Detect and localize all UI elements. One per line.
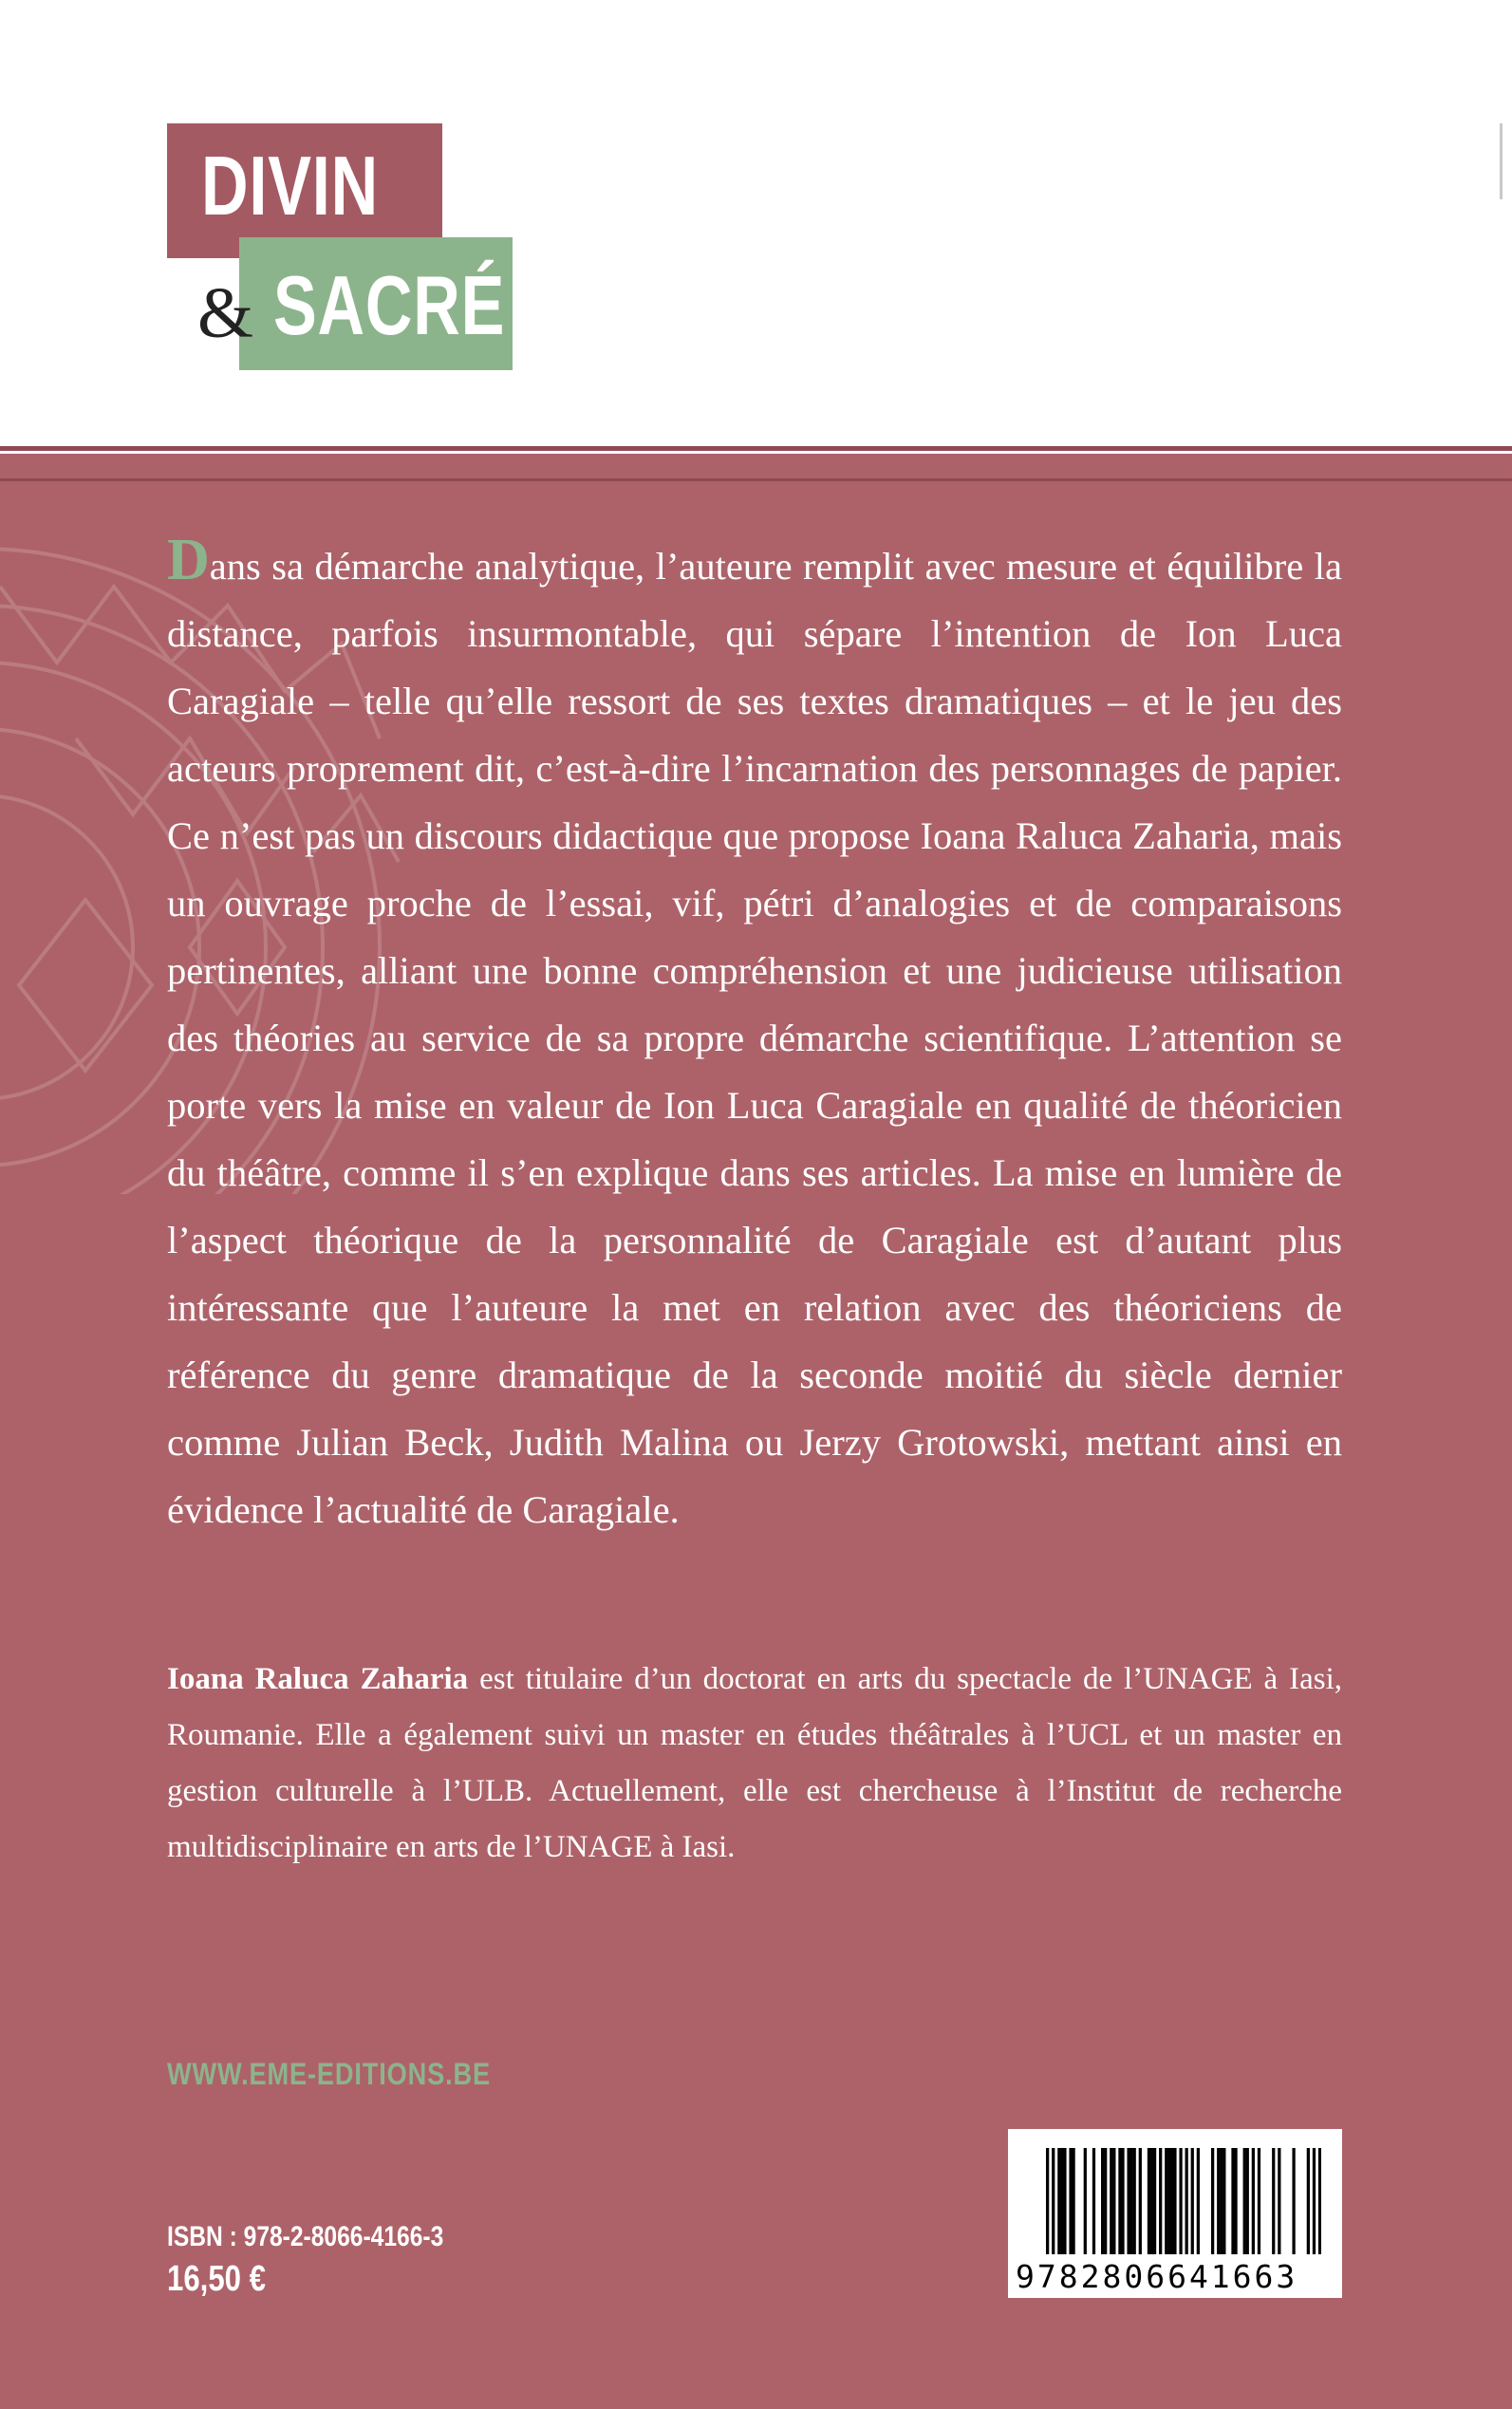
barcode-bar — [1252, 2148, 1255, 2254]
barcode-bar — [1211, 2148, 1214, 2254]
barcode-bar — [1246, 2148, 1249, 2254]
barcode-bar — [1127, 2148, 1129, 2254]
divider-line — [0, 446, 1512, 451]
barcode-bar — [1217, 2148, 1220, 2254]
barcode-bar — [1063, 2148, 1066, 2254]
barcode-bar — [1072, 2148, 1074, 2254]
description-paragraph — [167, 528, 1342, 1543]
barcode-bar — [1278, 2148, 1280, 2254]
barcode-bar — [1130, 2148, 1133, 2254]
barcode-bar — [1150, 2148, 1153, 2254]
barcode-bar — [1243, 2148, 1246, 2254]
barcode-bar — [1139, 2148, 1142, 2254]
barcode-bar — [1133, 2148, 1136, 2254]
barcode-bar — [1220, 2148, 1223, 2254]
barcode-bar — [1165, 2148, 1167, 2254]
barcode-bar — [1110, 2148, 1112, 2254]
barcode-bar — [1307, 2148, 1310, 2254]
price-label: 16,50 € — [167, 2259, 266, 2299]
barcode-bar — [1292, 2148, 1295, 2254]
barcode — [1008, 2129, 1342, 2298]
author-name: Ioana Raluca Zaharia — [167, 1662, 469, 1696]
barcode-bar — [1272, 2148, 1275, 2254]
barcode-bar — [1121, 2148, 1124, 2254]
barcode-bar — [1313, 2148, 1316, 2254]
barcode-bar — [1069, 2148, 1072, 2254]
barcode-bars — [1046, 2148, 1321, 2254]
barcode-bar — [1179, 2148, 1182, 2254]
barcode-bar — [1101, 2148, 1104, 2254]
barcode-digits: 9782806641663 — [1016, 2258, 1298, 2295]
logo-word-sacre: SACRÉ — [273, 258, 506, 352]
website-link[interactable]: WWW.EME-EDITIONS.BE — [167, 2057, 492, 2091]
logo-word-divin: DIVIN — [201, 139, 379, 233]
barcode-bar — [1112, 2148, 1115, 2254]
edge-mark — [1500, 123, 1503, 199]
barcode-bar — [1060, 2148, 1063, 2254]
barcode-bar — [1258, 2148, 1260, 2254]
barcode-bar — [1197, 2148, 1200, 2254]
barcode-bar — [1084, 2148, 1087, 2254]
author-bio — [167, 1652, 1342, 1876]
barcode-bar — [1052, 2148, 1055, 2254]
isbn-label: ISBN : 978-2-8066-4166-3 — [167, 2221, 444, 2252]
barcode-bar — [1153, 2148, 1156, 2254]
barcode-bar — [1092, 2148, 1095, 2254]
barcode-bar — [1231, 2148, 1234, 2254]
barcode-bar — [1234, 2148, 1237, 2254]
description-text: ans sa démarche analytique, l’auteure remplit avec mesure et équilibre la distance, parfois insurmontable, qui sépare l’intention de Ion Luca Caragiale – telle qu’elle ressort de ses textes dramatiques – et le jeu des acteurs proprement dit, c’est-à-dire l’incarnation des personnages de papier. Ce n’est pas un discours didactique que propose Ioana Raluca Zaharia, mais un ouvrage proche de l’essai, vif, pétri d’analogies et de comparaisons pertinentes, alliant une bonne compréhension et une judicieuse utilisation des théories au service de sa propre démarche scientifique. L’attention se porte vers la mise en valeur de Ion Luca Caragiale en qualité de théoricien du théâtre, comme il s’en explique dans ses articles. La mise en lumière de l’aspect théorique de la personnalité de Caragiale est d’autant plus intéressante que l’auteure la met en relation avec des théoriciens de référence du genre dramatique de la seconde moitié du siècle dernier comme Julian Beck, Judith Malina ou Jerzy Grotowski, mettant ainsi en évidence l’actualité de Caragiale. — [167, 545, 1342, 1531]
top-white-band — [0, 0, 1512, 446]
barcode-bar — [1167, 2148, 1170, 2254]
barcode-bar — [1318, 2148, 1321, 2254]
logo-ampersand: & — [197, 273, 254, 353]
logo-sacre-block — [239, 237, 513, 370]
barcode-bar — [1104, 2148, 1107, 2254]
barcode-bar — [1185, 2148, 1188, 2254]
barcode-bar — [1170, 2148, 1173, 2254]
barcode-bar — [1159, 2148, 1162, 2254]
barcode-bar — [1173, 2148, 1176, 2254]
barcode-bar — [1057, 2148, 1060, 2254]
barcode-bar — [1223, 2148, 1225, 2254]
drop-cap: D — [167, 528, 210, 592]
barcode-bar — [1191, 2148, 1194, 2254]
barcode-bar — [1046, 2148, 1049, 2254]
barcode-bar — [1148, 2148, 1150, 2254]
barcode-bar — [1118, 2148, 1121, 2254]
author-bio-text: est titulaire d’un doctorat en arts du spectacle de l’UNAGE à Iasi, Roumanie. Elle a également suivi un master en études théâtrales à l’UCL et un master en gestion culturelle à l’ULB. Actuellement, elle est chercheuse à l’Institut de recherche multidisciplinaire en arts de l’UNAGE à Iasi. — [167, 1662, 1342, 1864]
